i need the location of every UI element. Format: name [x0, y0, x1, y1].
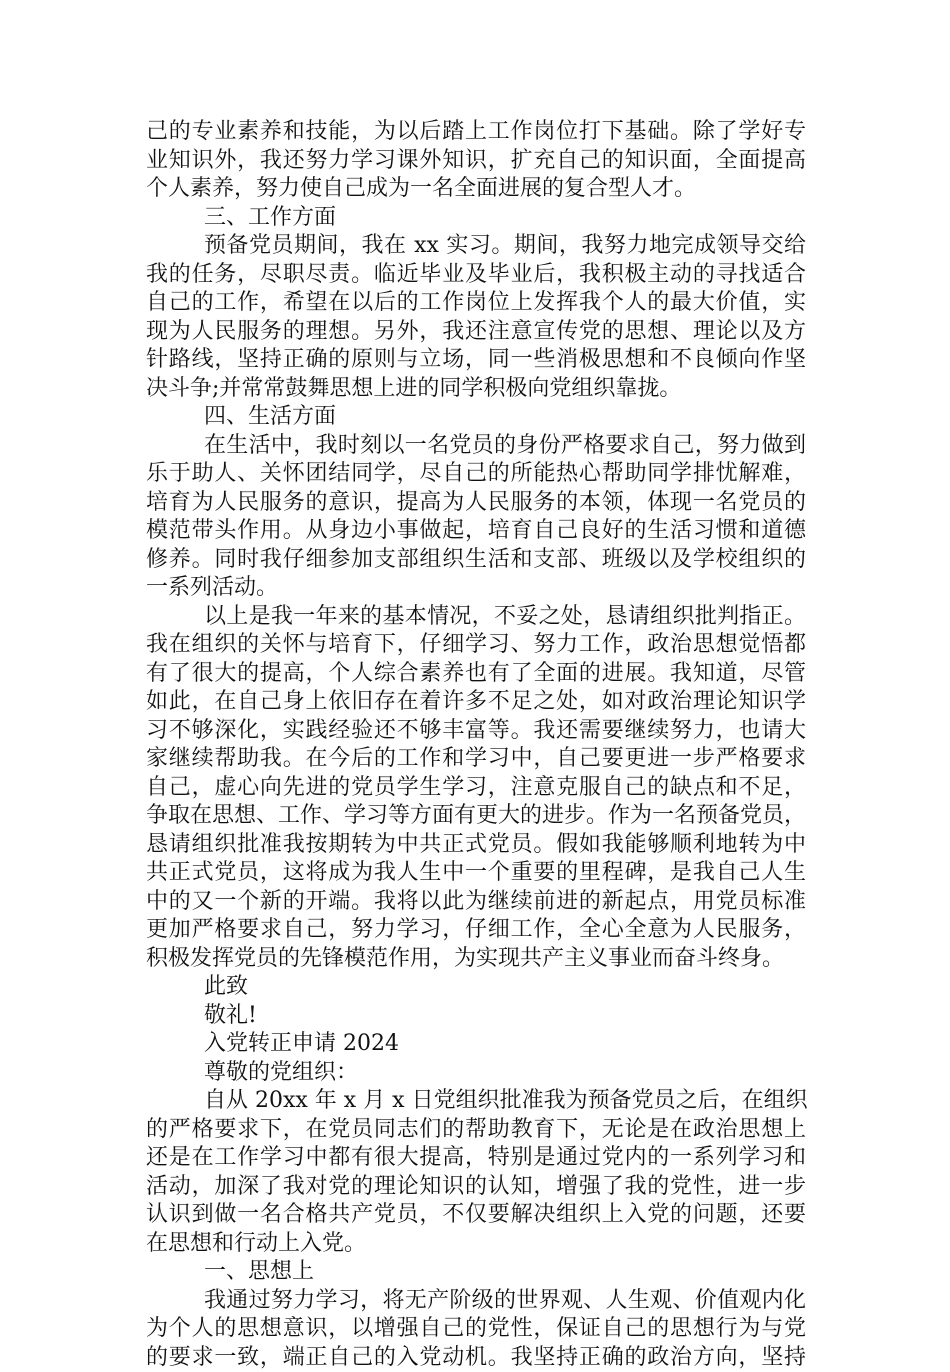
text-line: 我在组织的关怀与培育下，仔细学习、努力工作，政治思想觉悟都 [146, 631, 806, 660]
text-line: 预备党员期间，我在 xx 实习。期间，我努力地完成领导交给 [146, 232, 806, 261]
text-line: 修养。同时我仔细参加支部组织生活和支部、班级以及学校组织的 [146, 546, 806, 575]
text-line: 决斗争;并常常鼓舞思想上进的同学积极向党组织靠拢。 [146, 375, 806, 404]
text-line: 在思想和行动上入党。 [146, 1230, 806, 1259]
text-line: 活动，加深了我对党的理论知识的认知，增强了我的党性，进一步 [146, 1173, 806, 1202]
text-line: 有了很大的提高，个人综合素养也有了全面的进展。我知道，尽管 [146, 660, 806, 689]
text-line: 的要求一致，端正自己的入党动机。我坚持正确的政治方向，坚持 [146, 1344, 806, 1372]
text-line: 业知识外，我还努力学习课外知识，扩充自己的知识面，全面提高 [146, 147, 806, 176]
text-line: 针路线，坚持正确的原则与立场，同一些消极思想和不良倾向作坚 [146, 346, 806, 375]
text-line: 敬礼! [146, 1002, 806, 1031]
text-line: 一、思想上 [146, 1258, 806, 1287]
text-line: 在生活中，我时刻以一名党员的身份严格要求自己，努力做到 [146, 432, 806, 461]
text-line: 此致 [146, 973, 806, 1002]
text-line: 习不够深化，实践经验还不够丰富等。我还需要继续努力，也请大 [146, 717, 806, 746]
text-line: 为个人的思想意识，以增强自己的党性，保证自己的思想行为与党 [146, 1315, 806, 1344]
text-line: 自己的工作，希望在以后的工作岗位上发挥我个人的最大价值，实 [146, 289, 806, 318]
text-line: 培育为人民服务的意识，提高为人民服务的本领，体现一名党员的 [146, 489, 806, 518]
text-line: 共正式党员，这将成为我人生中一个重要的里程碑，是我自己人生 [146, 859, 806, 888]
text-line: 尊敬的党组织： [146, 1059, 806, 1088]
text-line: 家继续帮助我。在今后的工作和学习中，自己要更进一步严格要求 [146, 745, 806, 774]
text-line: 模范带头作用。从身边小事做起，培育自己良好的生活习惯和道德 [146, 517, 806, 546]
text-line: 的严格要求下，在党员同志们的帮助教育下，无论是在政治思想上 [146, 1116, 806, 1145]
text-line: 乐于助人、关怀团结同学，尽自己的所能热心帮助同学排忧解难， [146, 460, 806, 489]
text-line: 还是在工作学习中都有很大提高，特别是通过党内的一系列学习和 [146, 1144, 806, 1173]
text-line: 自从 20xx 年 x 月 x 日党组织批准我为预备党员之后，在组织 [146, 1087, 806, 1116]
text-line: 己的专业素养和技能，为以后踏上工作岗位打下基础。除了学好专 [146, 118, 806, 147]
text-line: 以上是我一年来的基本情况，不妥之处，恳请组织批判指正。 [146, 603, 806, 632]
text-line: 我通过努力学习，将无产阶级的世界观、人生观、价值观内化 [146, 1287, 806, 1316]
text-line: 积极发挥党员的先锋模范作用，为实现共产主义事业而奋斗终身。 [146, 945, 806, 974]
text-line: 四、生活方面 [146, 403, 806, 432]
text-line: 入党转正申请 2024 [146, 1030, 806, 1059]
text-line: 现为人民服务的理想。另外，我还注意宣传党的思想、理论以及方 [146, 318, 806, 347]
text-line: 更加严格要求自己，努力学习，仔细工作，全心全意为人民服务， [146, 916, 806, 945]
text-line: 如此，在自己身上依旧存在着许多不足之处，如对政治理论知识学 [146, 688, 806, 717]
text-line: 一系列活动。 [146, 574, 806, 603]
text-line: 个人素养，努力使自己成为一名全面进展的复合型人才。 [146, 175, 806, 204]
text-line: 认识到做一名合格共产党员，不仅要解决组织上入党的问题，还要 [146, 1201, 806, 1230]
text-line: 恳请组织批准我按期转为中共正式党员。假如我能够顺利地转为中 [146, 831, 806, 860]
text-line: 三、工作方面 [146, 204, 806, 233]
text-line: 自己，虚心向先进的党员学生学习，注意克服自己的缺点和不足， [146, 774, 806, 803]
text-line: 我的任务，尽职尽责。临近毕业及毕业后，我积极主动的寻找适合 [146, 261, 806, 290]
document-page [146, 118, 806, 1372]
text-line: 争取在思想、工作、学习等方面有更大的进步。作为一名预备党员， [146, 802, 806, 831]
text-line: 中的又一个新的开端。我将以此为继续前进的新起点，用党员标准 [146, 888, 806, 917]
